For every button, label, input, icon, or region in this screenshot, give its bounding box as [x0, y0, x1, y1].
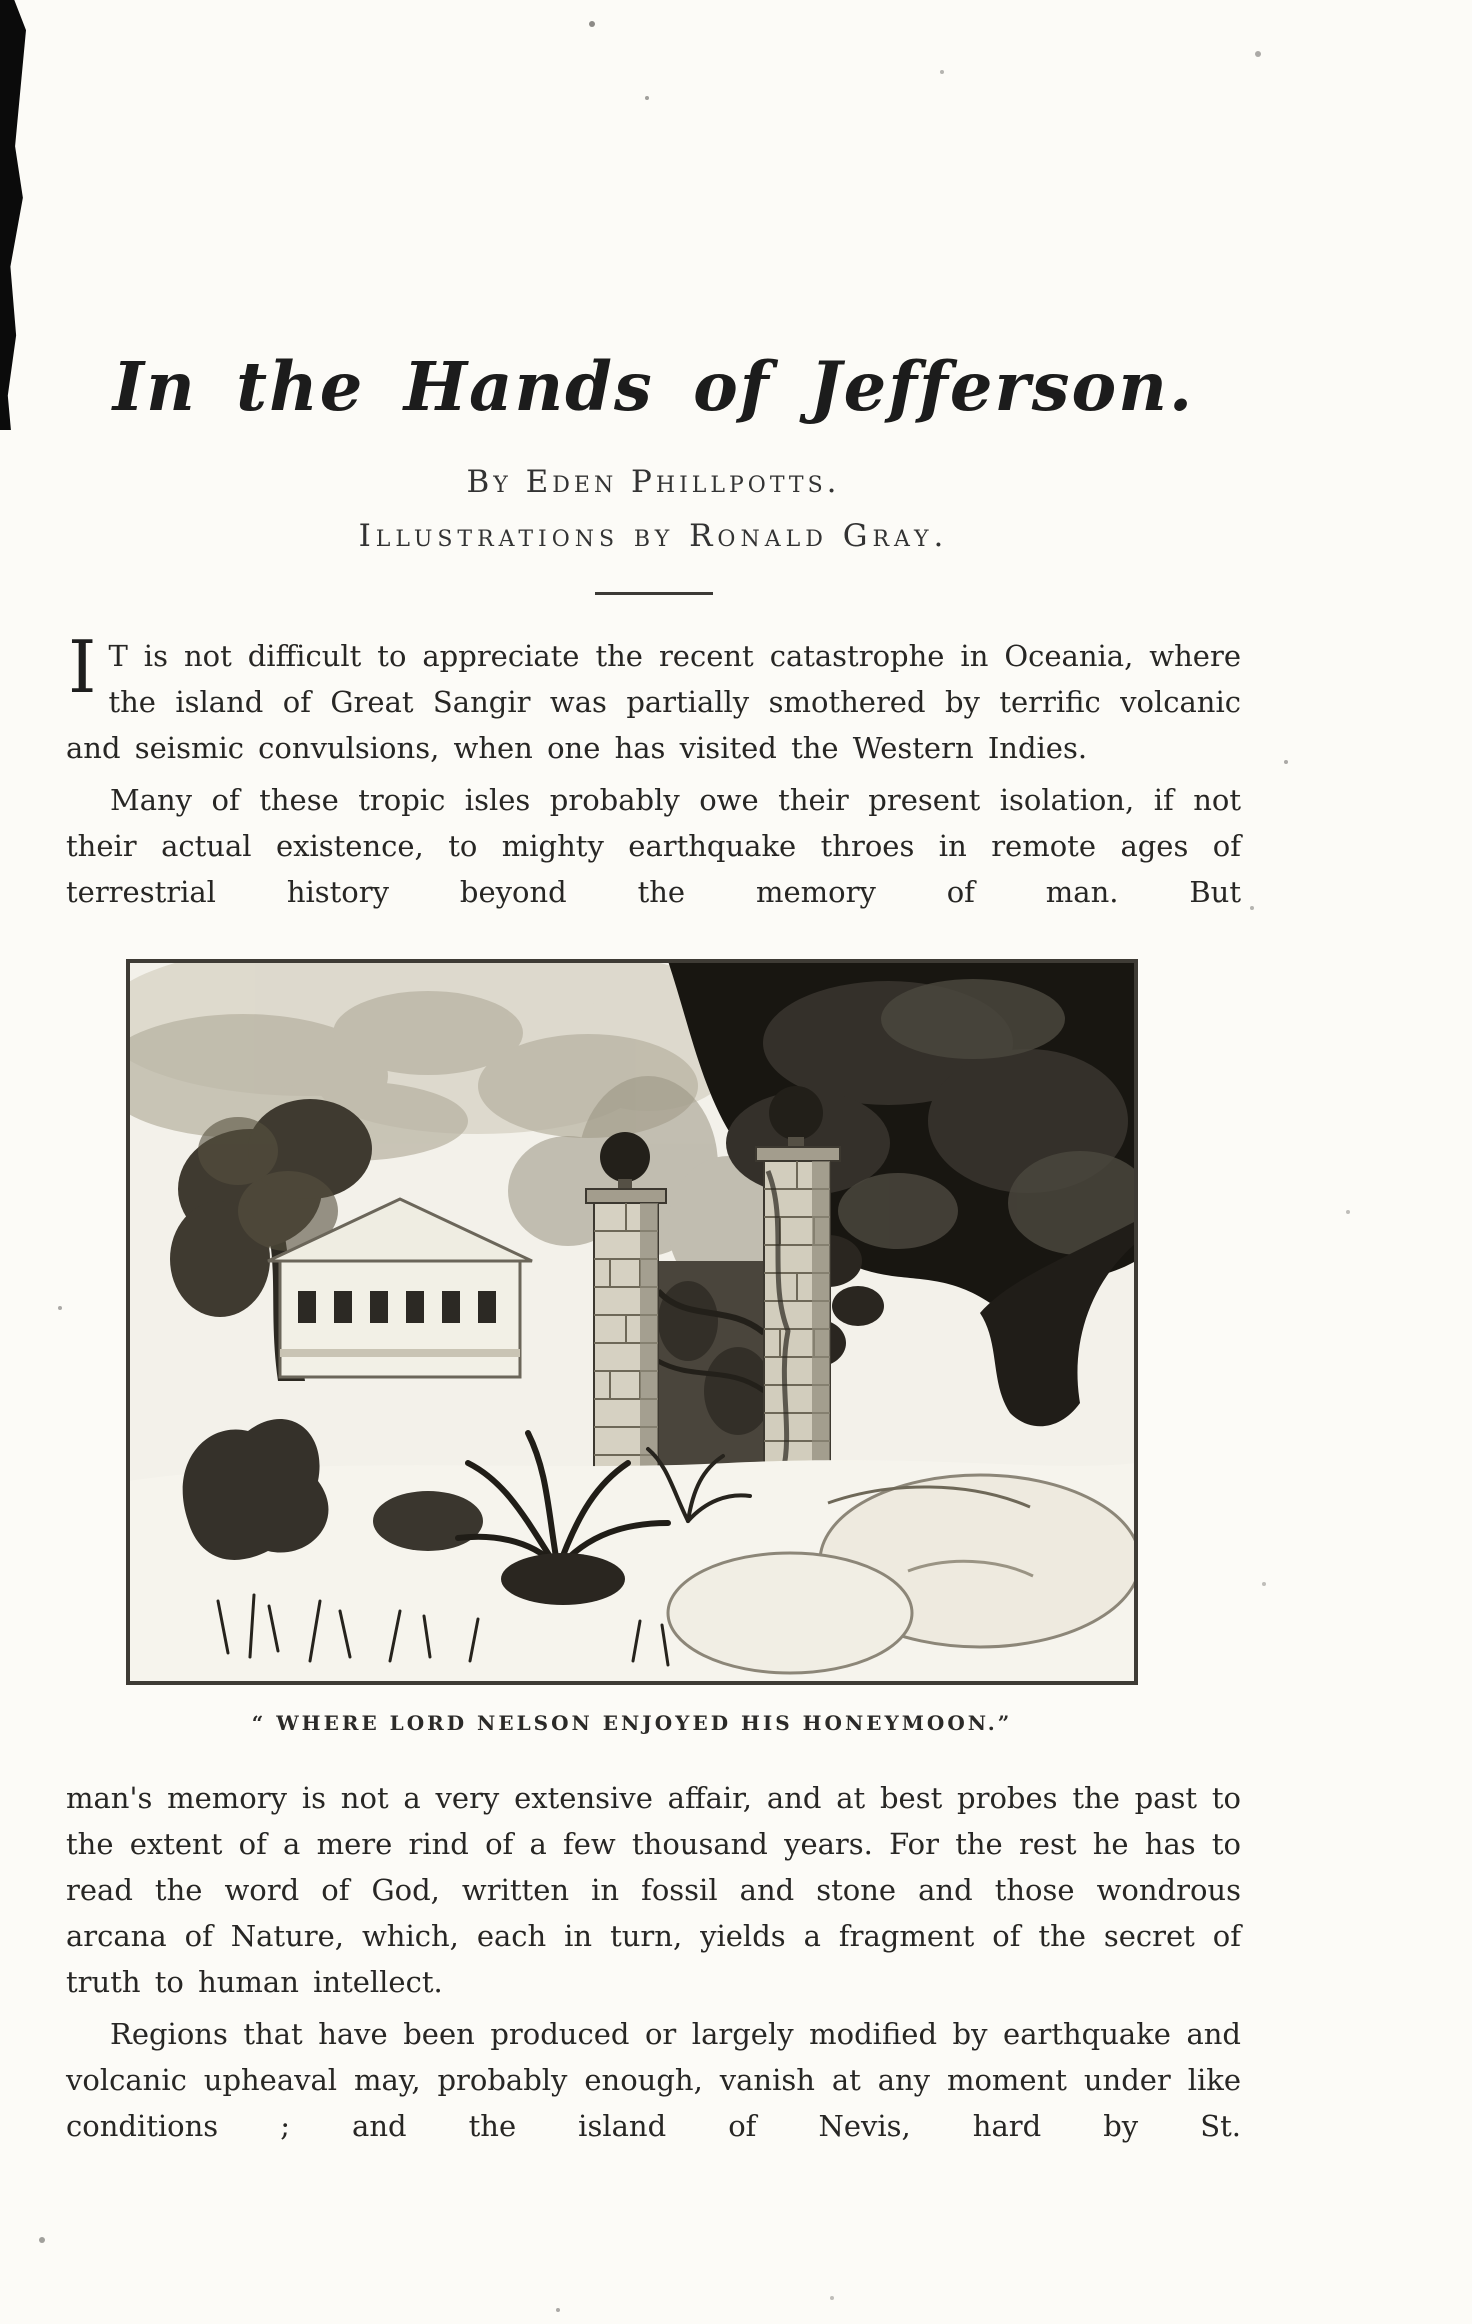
illustration-credit: Illustrations by Ronald Gray. — [358, 518, 949, 555]
paragraph-4: Regions that have been produced or largely modified by earthquake and volcanic upheaval may, probably enough, vanish at any moment under like conditions ; and the island of Nevis, hard by St. — [66, 2017, 1241, 2144]
article-title: In the Hands of Jefferson. — [112, 347, 1195, 426]
illustration-image — [126, 959, 1138, 1685]
paragraph-1 — [66, 625, 1241, 771]
paragraph-3: man's memory is not a very extensive affair, and at best probes the past to the extent of a mere rind of a few thousand years. For the rest he has to read the word of God, written in fossil and stone and those wondrous arcana of Nature, which, each in turn, yields a fragment of the secret of truth to human intellect. — [66, 1781, 1241, 2000]
byline: By Eden Phillpotts. — [466, 464, 841, 501]
illustration-drawing — [128, 961, 1136, 1683]
paragraph-2: Many of these tropic isles probably owe their present isolation, if not their actual existence, to mighty earthquake throes in remote ages of terrestrial history beyond the memory of man. But — [66, 783, 1241, 910]
drop-cap: I — [68, 625, 97, 710]
paragraph-1-text: T is not difficult to appreciate the recent catastrophe in Oceania, where the island of Great Sangir was partially smothered by terrific volcanic and seismic convulsions, when one has visited the Western Indies. — [66, 639, 1241, 766]
scan-speck-artifacts — [0, 0, 4, 4]
illustration-caption: “ WHERE LORD NELSON ENJOYED HIS HONEYMOON.” — [251, 1711, 1013, 1736]
section-divider — [595, 592, 713, 595]
illustration-figure — [126, 959, 1138, 1735]
scan-binding-artifact — [0, 0, 26, 430]
